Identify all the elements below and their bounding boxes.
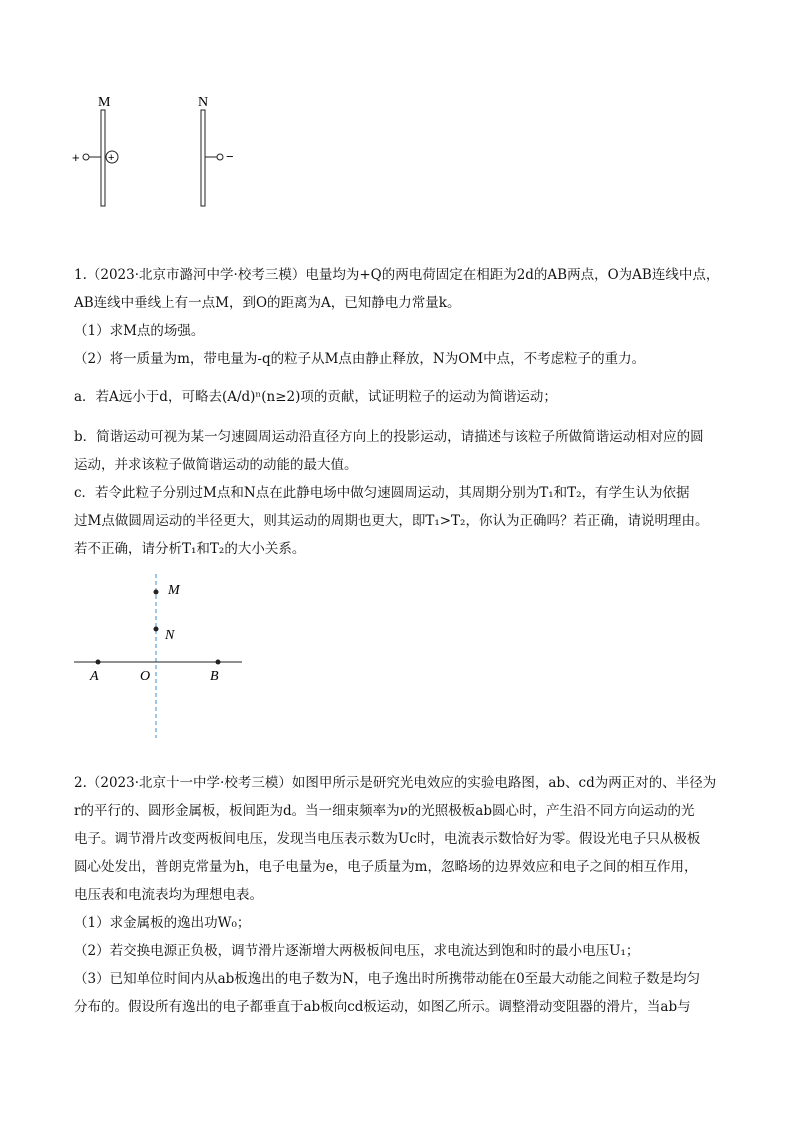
plate-n: [201, 110, 205, 206]
point-m: [154, 590, 159, 595]
p1-q2: （2）将一质量为m，带电量为-q的粒子从M点由静止释放，N为OM中点，不考虑粒子的重力。: [74, 351, 646, 367]
label-m: M: [168, 583, 180, 598]
terminal-right: [217, 154, 223, 160]
plate-n-label: N: [198, 95, 209, 110]
plates-figure: [60, 88, 260, 218]
p1-qc2: 过M点做圆周运动的半径更大，则其运动的周期也更大，即T₁>T₂，你认为正确吗？若正确，请说明理由。: [74, 513, 709, 529]
point-a: [96, 660, 101, 665]
point-n: [154, 627, 159, 632]
p2-q3b: 分布的。假设所有逸出的电子都垂直于ab板向cd板运动，如图乙所示。调整滑动变阻器的滑片，当ab与: [74, 999, 691, 1015]
terminal-plus-sign: +: [72, 150, 80, 165]
p2-q1: （1）求金属板的逸出功W₀；: [74, 915, 251, 931]
plus-charge-sign: +: [108, 152, 115, 164]
p1-line2: AB连线中垂线上有一点M，到O的距离为A，已知静电力常量k。: [74, 295, 461, 311]
label-a: A: [90, 669, 99, 684]
p1-q1: （1）求M点的场强。: [74, 323, 205, 339]
p2-line1: 2.（2023·北京十一中学·校考三模）如图甲所示是研究光电效应的实验电路图，ab、cd为两正对的、半径为: [74, 775, 717, 791]
label-o: O: [140, 669, 151, 684]
charges-axis-figure: [70, 572, 250, 742]
p1-qc3: 若不正确，请分析T₁和T₂的大小关系。: [74, 541, 306, 557]
terminal-left: [83, 154, 89, 160]
p1-qc1: c．若令此粒子分别过M点和N点在此静电场中做匀速圆周运动，其周期分别为T₁和T₂，有学生认为依据: [74, 485, 690, 501]
p2-line4: 圆心处发出，普朗克常量为h，电子电量为e，电子质量为m，忽略场的边界效应和电子之间的相互作用，: [74, 859, 698, 875]
terminal-minus-sign: −: [226, 149, 234, 164]
p1-qb2: 运动，并求该粒子做简谐运动的动能的最大值。: [74, 457, 358, 473]
p1-line1: 1.（2023·北京市潞河中学·校考三模）电量均为+Q的两电荷固定在相距为2d的AB两点，O为AB连线中点，: [74, 267, 720, 283]
label-b: B: [210, 669, 219, 684]
point-b: [216, 660, 221, 665]
p2-q2: （2）若交换电源正负极，调节滑片逐渐增大两极板间电压，求电流达到饱和时的最小电压U₁；: [74, 943, 640, 959]
p2-line5: 电压表和电流表均为理想电表。: [74, 887, 263, 903]
label-n: N: [165, 628, 175, 643]
plate-m-label: M: [98, 95, 111, 110]
p2-line3: 电子。调节滑片改变两板间电压，发现当电压表示数为Uc时，电流表示数恰好为零。假设光电子只从极板: [74, 831, 701, 847]
p2-q3a: （3）已知单位时间内从ab板逸出的电子数为N，电子逸出时所携带动能在0至最大动能之间粒子数是均匀: [74, 971, 701, 987]
p1-qb1: b．简谐运动可视为某一匀速圆周运动沿直径方向上的投影运动，请描述与该粒子所做简谐运动相对应的圆: [74, 429, 704, 445]
plate-m: [101, 110, 105, 206]
p1-qa: a．若A远小于d，可略去(A/d)ⁿ(n≥2)项的贡献，试证明粒子的运动为简谐运动；: [74, 389, 557, 405]
p2-line2: r的平行的、圆形金属板，板间距为d。当一细束频率为ν的光照极板ab圆心时，产生沿不同方向运动的光: [74, 803, 695, 819]
